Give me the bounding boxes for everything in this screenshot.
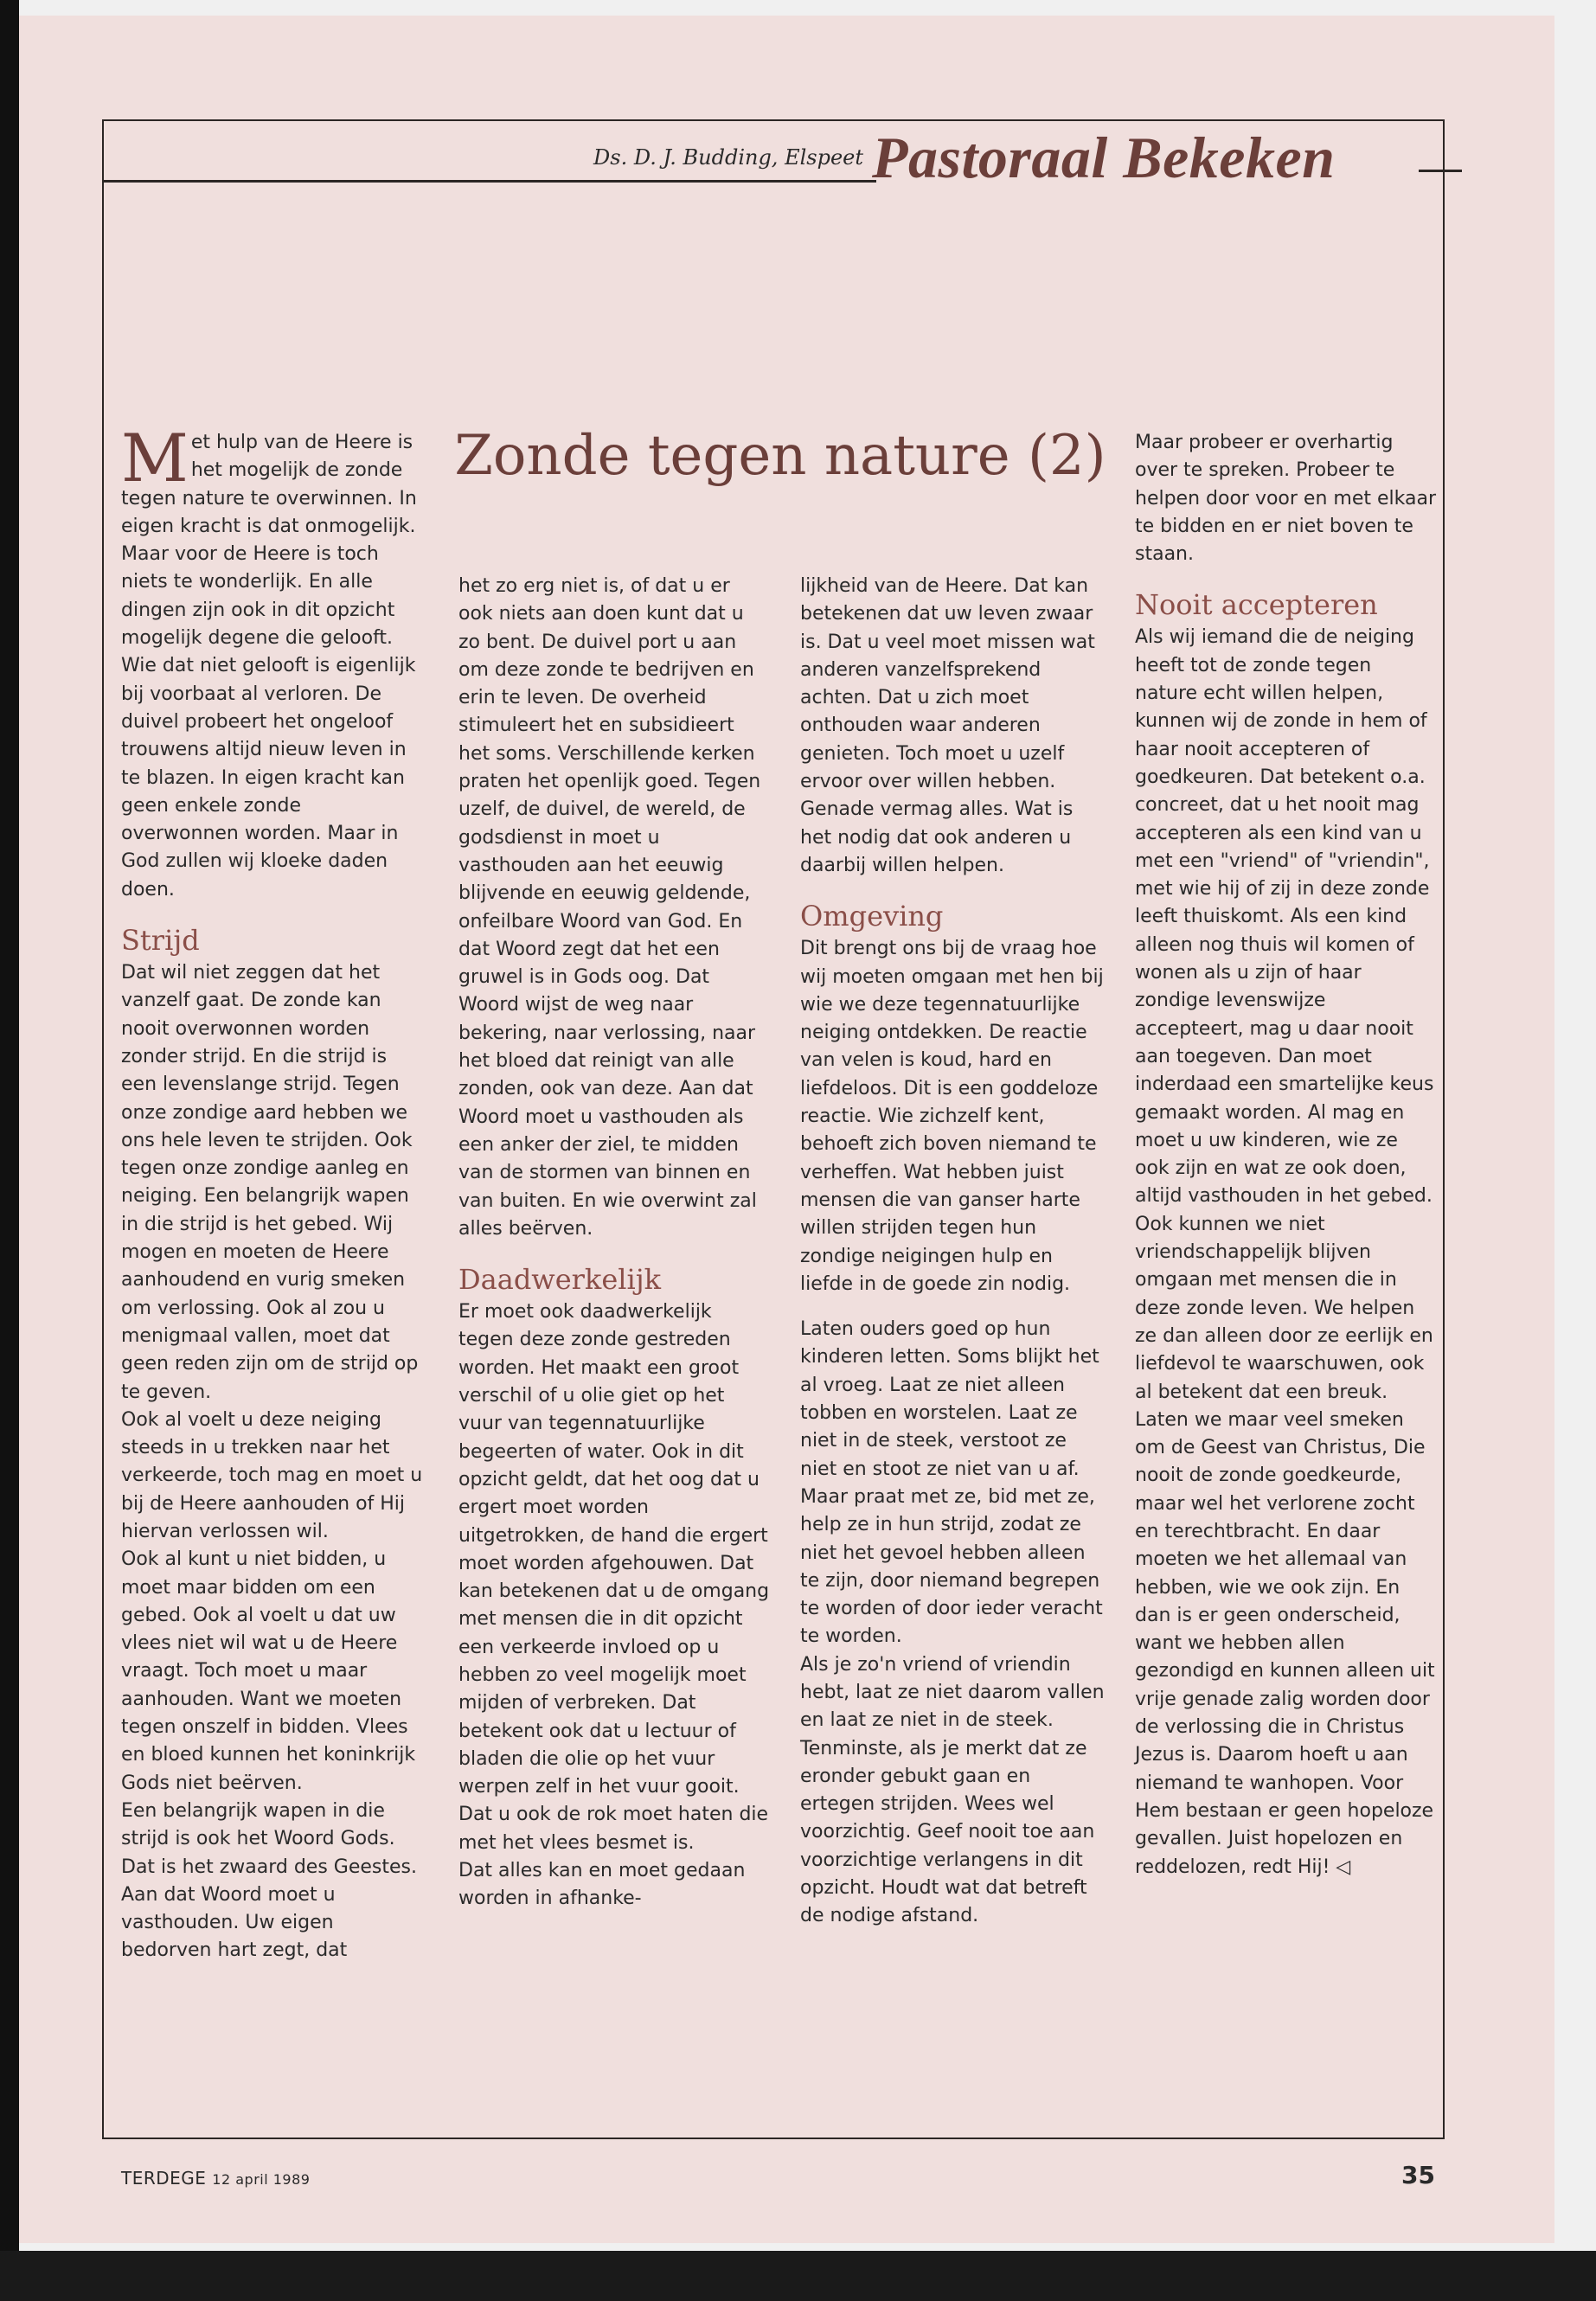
magazine-name: TERDEGE <box>121 2168 207 2189</box>
scan-bottom-edge <box>0 2251 1596 2301</box>
heading-strijd: Strijd <box>121 924 200 958</box>
paragraph: Dat alles kan en moet gedaan worden in afhanke- <box>458 1860 746 1910</box>
header-rule-left <box>102 180 876 183</box>
article-title: Zonde tegen nature (2) <box>454 424 1106 488</box>
heading-daadwerkelijk: Daadwerkelijk <box>458 1263 662 1297</box>
heading-nooit-accepteren: Nooit accepteren <box>1135 588 1378 622</box>
paragraph: Er moet ook daadwerkelijk tegen deze zonde gestreden worden. Het maakt een groot verschil of u olie giet op het vuur van tegennatuurlijke begeerten of water. Ook in dit opzicht geldt, dat het oog dat u ergert moet worden uitgetrokken, de hand die ergert moet worden afgehouwen. Dat kan betekenen dat u de omgang met mensen die in dit opzicht een verkeerde invloed op u hebben zo veel mogelijk moet mijden of verbreken. Dat betekent ook dat u lectuur of bladen die olie op het vuur werpen zelf in het vuur gooit. Dat u ook de rok moet haten die met het vlees besmet is. <box>458 1301 770 1854</box>
page-number: 35 <box>1401 2161 1435 2189</box>
scan-left-edge <box>0 0 19 2301</box>
paragraph: Als wij iemand die de neiging heeft tot de zonde tegen nature echt willen helpen, kunnen wij de zonde in hem of haar nooit accepteren of goedkeuren. Dat betekent o.a. concreet, dat u het nooit mag accepteren als een kind van u met een "vriend" of "vriendin", met wie hij of zij in deze zonde leeft thuiskomt. Als een kind alleen nog thuis wil komen of wonen als u zijn of haar zondige levenswijze accepteert, mag u daar nooit aan toegeven. Dan moet inderdaad een smartelijke keus gemaakt worden. Al mag en moet u uw kinderen, wie ze ook zijn en wat ze ook doen, altijd vasthouden in het gebed. <box>1135 626 1434 1208</box>
paragraph: het zo erg niet is, of dat u er ook niets aan doen kunt dat u zo bent. De duivel port u aan om deze zonde te bedrijven en erin te leven. De overheid stimuleert het en subsidieert het soms. Verschillende kerken praten het openlijk goed. Tegen uzelf, de duivel, de wereld, de godsdienst in moet u vasthouden aan het eeuwig blijvende en eeuwig geldende, onfeilbare Woord van God. En dat Woord zegt dat het een gruwel is in Gods oog. Dat Woord wijst de weg naar bekering, naar verlossing, naar het bloed dat reinigt van alle zonden, ook van deze. Aan dat Woord moet u vasthouden als een anker der ziel, te midden van de stormen van binnen en van buiten. En wie overwint zal alles beërven. <box>458 575 761 1240</box>
intro-paragraph: Met hulp van de Heere is het mogelijk de zonde tegen nature te overwinnen. In eigen kracht is dat onmogelijk. Maar voor de Heere is toch niets te wonderlijk. En alle dingen zijn ook in dit opzicht mogelijk degene die gelooft. Wie dat niet gelooft is eigenlijk bij voorbaat al verloren. De duivel probeert het ongeloof trouwens altijd nieuw leven in te blazen. In eigen kracht kan geen enkele zonde overwonnen worden. Maar in God zullen wij kloeke daden doen. <box>121 420 417 901</box>
paragraph: lijkheid van de Heere. Dat kan betekenen dat uw leven zwaar is. Dat u veel moet missen wat anderen vanzelfsprekend achten. Dat u zich moet onthouden waar anderen genieten. Toch moet u uzelf ervoor over willen hebben. Genade vermag alles. Wat is het nodig dat ook anderen u daarbij willen helpen. <box>800 575 1095 876</box>
section-title: Pastoraal Bekeken <box>872 125 1336 190</box>
heading-omgeving: Omgeving <box>800 900 944 933</box>
paragraph: Laten ouders goed op hun kinderen letten. Soms blijkt het al vroeg. Laat ze niet alleen tobben en worstelen. Laat ze niet in de steek, verstoot ze niet en stoot ze niet van u af. Maar praat met ze, bid met ze, help ze in hun strijd, zodat ze niet het gevoel hebben alleen te zijn, door niemand begrepen te worden of door ieder veracht te worden. <box>800 1318 1103 1648</box>
paragraph: Ook al voelt u deze neiging steeds in u trekken naar het verkeerde, toch mag en moet u bij de Heere aanhouden of Hij hiervan verlossen wil. <box>121 1408 423 1542</box>
paragraph: Maar probeer er overhartig over te spreken. Probeer te helpen door voor en met elkaar te bidden en er niet boven te staan. <box>1135 432 1436 566</box>
footer-publication <box>121 2168 310 2189</box>
issue-date: 12 april 1989 <box>212 2171 311 2188</box>
text-column-3 <box>800 573 1107 1931</box>
text-column-1 <box>121 420 424 1965</box>
paragraph: Ook kunnen we niet vriendschappelijk blijven omgaan met mensen die in deze zonde leven. We helpen ze dan alleen door ze eerlijk en liefdevol te waarschuwen, ook al betekent dat een breuk. <box>1135 1213 1433 1403</box>
text-column-4 <box>1135 429 1436 1881</box>
paragraph: Ook al kunt u niet bidden, u moet maar bidden om een gebed. Ook al voelt u dat uw vlees niet wil wat u de Heere vraagt. Toch moet u maar aanhouden. Want we moeten tegen onszelf in bidden. Vlees en bloed kunnen het koninkrijk Gods niet beërven. <box>121 1548 416 1794</box>
drop-cap: M <box>121 420 189 497</box>
paragraph: Een belangrijk wapen in die strijd is ook het Woord Gods. Dat is het zwaard des Geestes. Aan dat Woord moet u vasthouden. Uw eigen bedorven hart zegt, dat <box>121 1799 417 1962</box>
paragraph: Dat wil niet zeggen dat het vanzelf gaat. De zonde kan nooit overwonnen worden zonder strijd. En die strijd is een levenslange strijd. Tegen onze zondige aard hebben we ons hele leven te strijden. Ook tegen onze zondige aanleg en neiging. Een belangrijk wapen in die strijd is het gebed. Wij mogen en moeten de Heere aanhoudend en vurig smeken om verlossing. Ook al zou u menigmaal vallen, moet dat geen reden zijn om de strijd op te geven. <box>121 962 419 1403</box>
paragraph: Laten we maar veel smeken om de Geest van Christus, Die nooit de zonde goedkeurde, maar wel het verlorene zocht en terechtbracht. En daar moeten we het allemaal van hebben, wie we ook zijn. En dan is er geen onderscheid, want we hebben allen gezondigd en kunnen alleen uit vrije genade zalig worden door de verlossing die in Christus Jezus is. Daarom hoeft u aan niemand te wanhopen. Voor Hem bestaan er geen hopeloze gevallen. Juist hopelozen en reddelozen, redt Hij! ◁ <box>1135 1408 1435 1878</box>
paragraph: Als je zo'n vriend of vriendin hebt, laat ze niet daarom vallen en laat ze niet in de steek. Tenminste, als je merkt dat ze eronder gebukt gaan en ertegen strijden. Wees wel voorzichtig. Geef nooit toe aan voorzichtige verlangens in dit opzicht. Houdt wat dat betreft de nodige afstand. <box>800 1653 1105 1927</box>
paragraph: Dit brengt ons bij de vraag hoe wij moeten omgaan met hen bij wie we deze tegennatuurlijke neiging ontdekken. De reactie van velen is koud, hard en liefdeloos. Dit is een goddeloze reactie. Wie zichzelf kent, behoeft zich boven niemand te verheffen. Wat hebben juist mensen die van ganser harte willen strijden tegen hun zondige neigingen hulp en liefde in de goede zin nodig. <box>800 938 1104 1295</box>
text-column-2 <box>458 573 770 1913</box>
end-mark-icon: ◁ <box>1336 1856 1351 1878</box>
author-byline: Ds. D. J. Budding, Elspeet <box>593 145 863 170</box>
